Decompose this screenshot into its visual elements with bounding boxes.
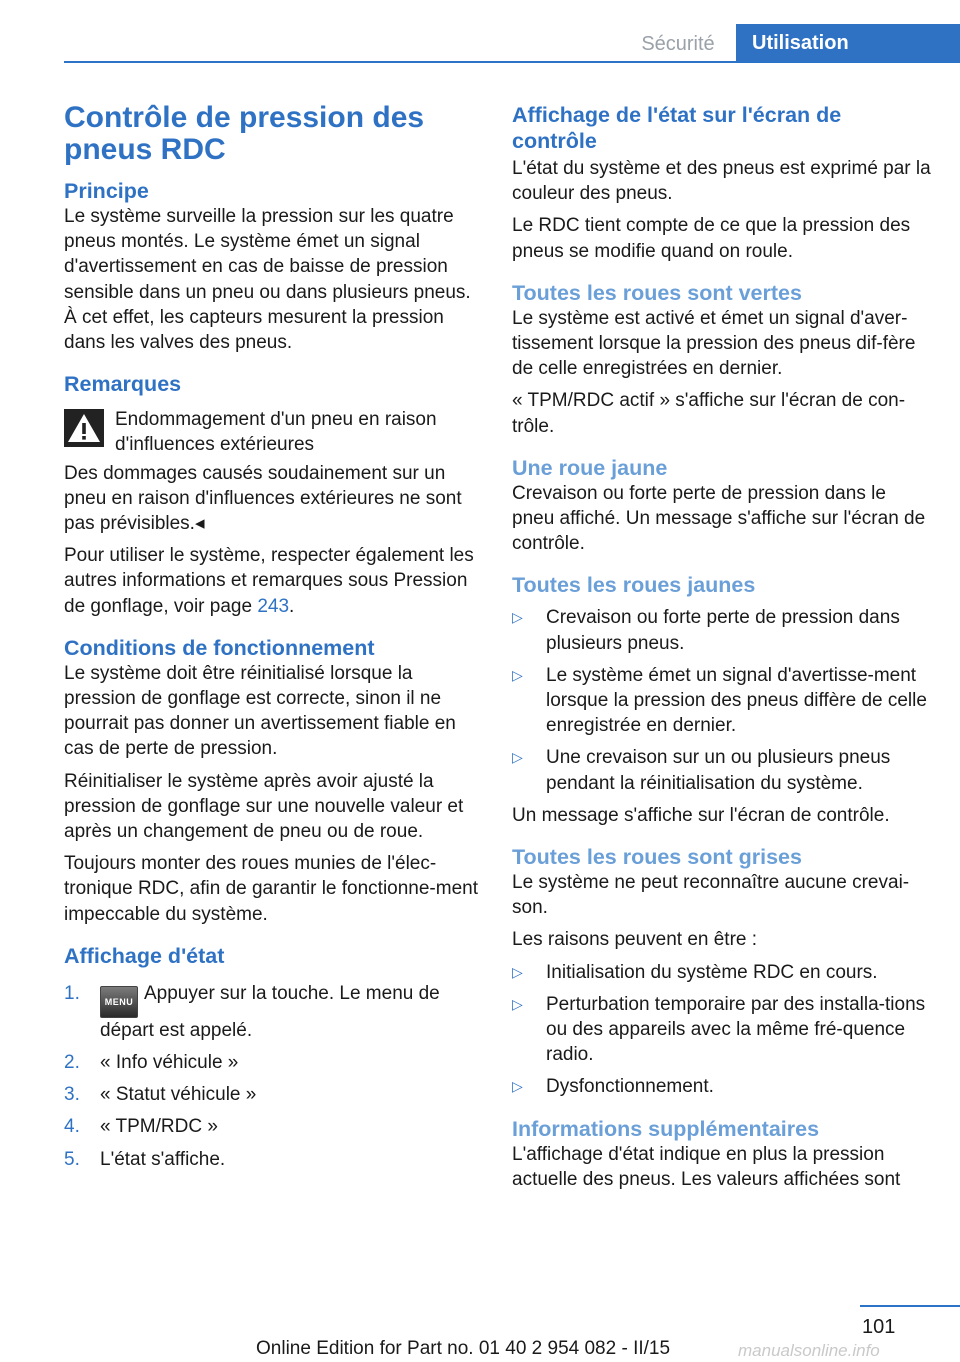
page-number: 101	[862, 1316, 896, 1338]
infos-p1: L'affichage d'état indique en plus la pression actuelle des pneus. Les valeurs affichées sont	[512, 1143, 901, 1190]
section-affichage	[64, 943, 484, 1172]
vertes-p1: Le système est activé et émet un signal d'aver-tissement lorsque la pression des pneus dif-fère de celle enregistrées en dernier.	[512, 307, 916, 380]
heading-conditions: Conditions de fonctionnement	[64, 635, 375, 660]
bullet-text: Dysfonctionnement.	[546, 1076, 714, 1098]
steps-list	[64, 981, 484, 1172]
list-item	[64, 981, 484, 1043]
bullet-triangle-icon: ▷	[512, 749, 523, 766]
section-ecran	[512, 102, 932, 264]
une-jaune-p1: Crevaison ou forte perte de pression dans le pneu affiché. Un message s'affiche sur l'écran de contrôle.	[512, 482, 926, 555]
page-title: Contrôle de pression des pneus RDC	[64, 101, 425, 166]
edition-text: Online Edition for Part no. 01 40 2 954 082 - II/15	[256, 1338, 671, 1359]
bullet-text: Perturbation temporaire par des installa-tions ou des appareils avec la même fré-quence radio.	[546, 993, 926, 1066]
vertes-p2: « TPM/RDC actif » s'affiche sur l'écran de con-trôle.	[512, 390, 906, 437]
principe-text: Le système surveille la pression sur les quatre pneus montés. Le système émet un signal d'avertissement en cas de baisse de pression sensible dans un pneu ou dans plusieurs pneus. À cet effet, les capteurs mesurent la pression dans les valves des pneus.	[64, 206, 471, 354]
warning-text: Des dommages causés soudainement sur un pneu en raison d'influences extérieures ne sont pas prévisibles.◂	[64, 462, 462, 535]
heading-principe: Principe	[64, 179, 149, 203]
list-item	[64, 1050, 484, 1075]
remarques-note	[64, 543, 484, 619]
conditions-p1: Le système doit être réinitialisé lorsque la pression de gonflage est correcte, sinon il ne pourrait pas donner un avertissement fiable en cas de perte de pression.	[64, 662, 456, 760]
heading-grises: Toutes les roues sont grises	[512, 845, 802, 870]
bullet-text: Le système émet un signal d'avertisse-ment lorsque la pression des pneus diffère de celle enregistrée en dernier.	[546, 664, 927, 737]
step-text: « Info véhicule »	[100, 1052, 239, 1074]
footer-rule	[860, 1305, 960, 1307]
step-number: 4.	[64, 1116, 80, 1138]
heading-une-jaune: Une roue jaune	[512, 455, 668, 480]
section-une-jaune	[512, 455, 932, 557]
step-number: 2.	[64, 1052, 80, 1074]
list-item	[64, 1114, 484, 1139]
bullet-text: Initialisation du système RDC en cours.	[546, 961, 878, 983]
bullet-text: Une crevaison sur un ou plusieurs pneus pendant la réinitialisation du système.	[546, 747, 891, 794]
warning-box	[64, 407, 484, 457]
section-vertes	[512, 280, 932, 439]
section-grises	[512, 844, 932, 1100]
header-rule	[64, 61, 960, 63]
ecran-p1: L'état du système et des pneus est exprimé par la couleur des pneus.	[512, 158, 931, 205]
list-item	[512, 992, 932, 1068]
page-link-243[interactable]: 243	[257, 595, 290, 617]
step-number: 3.	[64, 1084, 80, 1106]
bullet-triangle-icon: ▷	[512, 609, 523, 626]
warning-title: Endommagement d'un pneu en raison d'influences extérieures	[115, 409, 437, 456]
remarques-note-text: Pour utiliser le système, respecter également les autres informations et remarques sous Pression de gonflage, voir page	[64, 545, 474, 617]
heading-remarques: Remarques	[64, 372, 182, 397]
conditions-p2: Réinitialiser le système après avoir ajusté la pression de gonflage sur une nouvelle valeur et après un changement de pneu ou de roue.	[64, 770, 464, 843]
step-text: « TPM/RDC »	[100, 1116, 218, 1138]
heading-vertes: Toutes les roues sont vertes	[512, 280, 802, 305]
conditions-p3: Toujours monter des roues munies de l'élec-tronique RDC, afin de garantir le fonctionne-ment impeccable du système.	[64, 853, 479, 925]
list-item	[512, 960, 932, 985]
grises-bullets	[512, 960, 932, 1100]
step-1-text: Appuyer sur la touche. Le menu de départ est appelé.	[100, 982, 440, 1041]
bullet-text: Crevaison ou forte perte de pression dans plusieurs pneus.	[546, 607, 900, 654]
grises-p2: Les raisons peuvent en être :	[512, 929, 758, 951]
bullet-triangle-icon: ▷	[512, 666, 523, 683]
grises-p1: Le système ne peut reconnaître aucune crevai-son.	[512, 872, 910, 919]
heading-infos: Informations supplémentaires	[512, 1116, 820, 1141]
heading-jaunes: Toutes les roues jaunes	[512, 573, 756, 598]
bullet-triangle-icon: ▷	[512, 995, 523, 1012]
heading-affichage: Affichage d'état	[64, 943, 225, 968]
section-conditions	[64, 635, 484, 927]
remarques-note-end: .	[289, 595, 295, 617]
bullet-triangle-icon: ▷	[512, 963, 523, 980]
list-item	[512, 745, 932, 795]
list-item	[512, 605, 932, 655]
header-tab-utilisation[interactable]: Utilisation	[736, 24, 960, 62]
section-infos	[512, 1116, 932, 1192]
step-number: 1.	[64, 982, 80, 1004]
list-item	[512, 663, 932, 739]
section-jaunes	[512, 572, 932, 828]
watermark: manualsonline.info	[738, 1341, 880, 1360]
section-remarques	[64, 371, 484, 619]
list-item	[512, 1074, 932, 1099]
jaunes-after: Un message s'affiche sur l'écran de contrôle.	[512, 804, 890, 826]
header-tab-securite[interactable]: Sécurité	[641, 33, 715, 55]
step-text: L'état s'affiche.	[100, 1148, 226, 1170]
menu-button-icon: MENU	[100, 986, 138, 1018]
bullet-triangle-icon: ▷	[512, 1078, 523, 1095]
list-item	[64, 1082, 484, 1107]
section-principe	[64, 178, 484, 355]
left-column	[64, 102, 484, 1179]
jaunes-bullets	[512, 605, 932, 795]
step-text	[100, 981, 484, 1043]
list-item	[64, 1147, 484, 1172]
heading-ecran: Affichage de l'état sur l'écran de contrôle	[512, 103, 842, 153]
step-text: « Statut véhicule »	[100, 1084, 257, 1106]
step-number: 5.	[64, 1148, 80, 1170]
warning-triangle-icon	[64, 409, 104, 447]
right-column	[512, 102, 932, 1199]
ecran-p2: Le RDC tient compte de ce que la pression des pneus se modifie quand on roule.	[512, 215, 911, 262]
